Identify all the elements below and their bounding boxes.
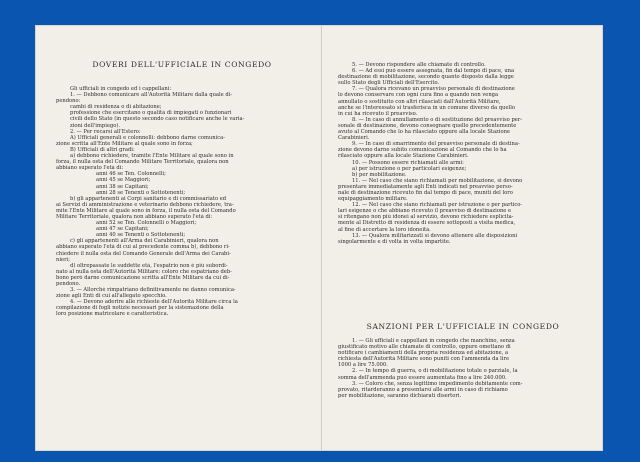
text-line: anni 38 se Capitani; bbox=[96, 183, 149, 190]
text-line: pendono. bbox=[56, 281, 81, 287]
text-line: pendono: bbox=[56, 98, 81, 105]
text-line: destinazione di mobilitazione, secondo quanto disposto dalla legge bbox=[338, 74, 514, 81]
text-line: chiedere il nulla osta del Comando Generale dell'Arma dei Carabi- bbox=[56, 250, 231, 257]
text-line: mite l'Ente Militare al quale sono in forza, il nulla osta del Comando bbox=[56, 207, 236, 214]
text-line: a) per istruzione o per particolari esigenze; bbox=[352, 165, 467, 172]
text-line: annullato o sostituito con altri rilasciati dall'Autorità Militare, bbox=[338, 98, 501, 105]
text-line: 7. — Qualora ricevano un preavviso personale di destinazione bbox=[352, 86, 515, 93]
text-line: B) Ufficiali di altri gradi: bbox=[70, 146, 135, 153]
text-line: equipaggiamento militare. bbox=[338, 196, 408, 203]
text-line: 1. — Debbono comunicare all'Autorità Militare dalla quale di- bbox=[70, 92, 233, 99]
document-sheet bbox=[36, 26, 602, 450]
text-line: zione scritta all'Ente Militare al quale sono in forza; bbox=[56, 140, 193, 147]
text-line: zione agli Enti di cui all'allegato specchio. bbox=[56, 293, 167, 300]
text-line: zione devono darne subito comunicazione al Comando che lo ha bbox=[338, 147, 507, 154]
left-title: DOVERI DELL'UFFICIALE IN CONGEDO bbox=[92, 60, 272, 69]
text-line: presentare immediatamente agli Enti indicati nel preavviso perso- bbox=[338, 183, 513, 190]
text-line: 1. — Gli ufficiali e cappellani in congedo che manchino, senza bbox=[352, 338, 515, 344]
text-line: a) debbono richiedere, tramite l'Ente Militare al quale sono in bbox=[70, 153, 234, 160]
left-column bbox=[56, 26, 308, 450]
text-line: Gli ufficiali in congedo ed i cappellani: bbox=[70, 86, 172, 92]
text-line: 4. — Devono aderire alle richieste dell'Autorità Militare circa la bbox=[70, 299, 238, 306]
text-line: 2. — Per recarsi all'Estero: bbox=[70, 128, 141, 135]
text-line: abbiano superato l'età di cui al precedente comma b), debbono ri- bbox=[56, 244, 230, 251]
text-line: 1000 a lire 75.000. bbox=[338, 362, 388, 369]
text-line: Carabinieri. bbox=[338, 135, 370, 142]
left-text bbox=[56, 86, 308, 318]
text-line: rilasciato oppure alla locale Stazione Carabinieri. bbox=[338, 153, 469, 160]
text-line: mente al Distretto di residenza di essere sottoposti a visita medica, bbox=[338, 220, 516, 227]
text-line: lari esigenze o che abbiano ricevuto il preavviso di destinazione e bbox=[338, 208, 512, 215]
right-column bbox=[338, 26, 588, 450]
text-line: nale di destinazione ricevuto fin dal tempo di pace, muniti del loro bbox=[338, 189, 513, 196]
text-line: civili dello Stato (in questo secondo caso notificare anche le varia- bbox=[70, 116, 245, 123]
text-line: loro posizione matricolare e caratteristica. bbox=[56, 311, 169, 318]
text-line: ai Servizi di amministrazione e veterinario debbono richiedere, tra- bbox=[56, 201, 234, 208]
text-line: nato al nulla osta dell'Autorità Militare: coloro che espatriano deb- bbox=[56, 268, 232, 275]
text-line: richiesta dell'Autorità Militare sono puniti con l'ammenda da lire bbox=[338, 356, 510, 363]
text-line: 6. — Ad essi può essere assegnata, fin dal tempo di pace, una bbox=[352, 68, 515, 75]
text-line: anni 46 se Ten. Colonnelli; bbox=[96, 171, 166, 178]
text-line: compilazione di fogli notizie necessari per la sistemazione della bbox=[56, 305, 224, 312]
text-line: cambi di residenza o di abitazione; bbox=[70, 104, 162, 111]
text-line: b) gli appartenenti ai Corpi sanitario e di commissariato ed bbox=[70, 195, 227, 202]
text-line: anni 52 se Ten. Colonnelli o Maggiori; bbox=[96, 220, 197, 227]
right-text-top bbox=[338, 62, 588, 245]
text-line: notificare i cambiamenti della propria residenza ed abitazione, a bbox=[338, 350, 509, 357]
text-line: sonale di destinazione, devono consegnare quello precedentemente bbox=[338, 122, 517, 129]
text-line: abbiano superato l'età di: bbox=[56, 165, 124, 172]
text-line: somma dell'ammenda può essere aumentata fino a lire 240.000. bbox=[338, 374, 507, 381]
text-line: al fine di accertare la loro idoneità. bbox=[338, 226, 431, 233]
text-line: 3. — Allorché rimpatriano definitivamente ne danno comunica- bbox=[70, 287, 236, 294]
text-line: bono però darne comunicazione scritta all'Ente Militare da cui di- bbox=[56, 274, 230, 281]
text-line: si ritengano non più idonei al servizio, devono richiedere esplicita- bbox=[338, 214, 514, 221]
text-line: anni 40 se Tenenti o Sottotenenti; bbox=[96, 232, 186, 239]
text-line: avuto al Comando che lo ha rilasciato oppure alla locale Stazione bbox=[338, 129, 510, 136]
text-line: anche se l'interessato si trasferisca in un comune diverso da quello bbox=[338, 104, 516, 111]
text-line: giustificato motivo alle chiamate di controllo, oppure omettano di bbox=[338, 344, 511, 351]
text-line: A) Ufficiali generali e colonnelli: debbono darne comunica- bbox=[70, 134, 226, 141]
text-line: anni 45 se Maggiori; bbox=[96, 177, 151, 184]
text-line: forza, il nulla osta del Comando Militare Territoriale, qualora non bbox=[56, 159, 229, 166]
text-line: anni 28 se Tenenti o Sottotenenti; bbox=[96, 189, 186, 196]
text-line: 9. — In caso di smarrimento del preavviso personale di destina- bbox=[352, 141, 520, 148]
text-line: per mobilitazione, saranno dichiarati disertori. bbox=[338, 392, 462, 399]
text-line: sullo Stato degli Ufficiali dell'Esercito. bbox=[338, 80, 440, 87]
text-line: provato, ritarderanno a presentarsi alle armi in caso di richiamo bbox=[338, 386, 508, 393]
text-line: 12. — Nel caso che siano richiamati per istruzione o per partico- bbox=[352, 202, 523, 209]
right-title: SANZIONI PER L'UFFICIALE IN CONGEDO bbox=[366, 322, 560, 331]
text-line: 3. — Coloro che, senza legittimo impedimento debitamente com- bbox=[352, 380, 523, 387]
text-line: 5. — Devono rispondere alle chiamate di controllo. bbox=[352, 62, 486, 68]
text-line: 10. — Possono essere richiamati alle armi: bbox=[352, 159, 464, 166]
text-line: Militare Territoriale, qualora non abbiano superato l'età di: bbox=[56, 213, 213, 220]
text-line: lo devono conservare con ogni cura fino a quando non venga bbox=[338, 92, 499, 99]
text-line: professione che esercitano o qualità di impiegati o funzionari bbox=[70, 110, 232, 117]
text-line: d) oltrepassate le suddette età, l'espatrio non è più subordi- bbox=[70, 262, 228, 269]
text-line: 13. — Qualora militarizzati si devono attenere alle disposizioni bbox=[352, 232, 518, 239]
text-line: 2. — In tempo di guerra, o di mobilitazione totale o parziale, la bbox=[352, 368, 518, 375]
text-line: anni 47 se Capitani; bbox=[96, 226, 149, 233]
text-line: in cui ha ricevuto il preavviso. bbox=[338, 110, 418, 117]
text-line: singolarmente e di volta in volta impartite. bbox=[338, 238, 451, 245]
text-line: c) gli appartenenti all'Arma dei Carabinieri, qualora non bbox=[70, 238, 219, 245]
text-line: nieri; bbox=[56, 256, 70, 263]
page-fold bbox=[321, 26, 322, 450]
text-line: 8. — In caso di annullamento o di sostituzione del preavviso per- bbox=[352, 116, 523, 123]
text-line: 11. — Nel caso che siano richiamati per mobilitazione, si devono bbox=[352, 177, 523, 184]
text-line: zioni dell'impiego). bbox=[70, 122, 121, 129]
text-line: b) per mobilitazione. bbox=[352, 171, 407, 178]
right-text-bottom bbox=[338, 338, 588, 399]
